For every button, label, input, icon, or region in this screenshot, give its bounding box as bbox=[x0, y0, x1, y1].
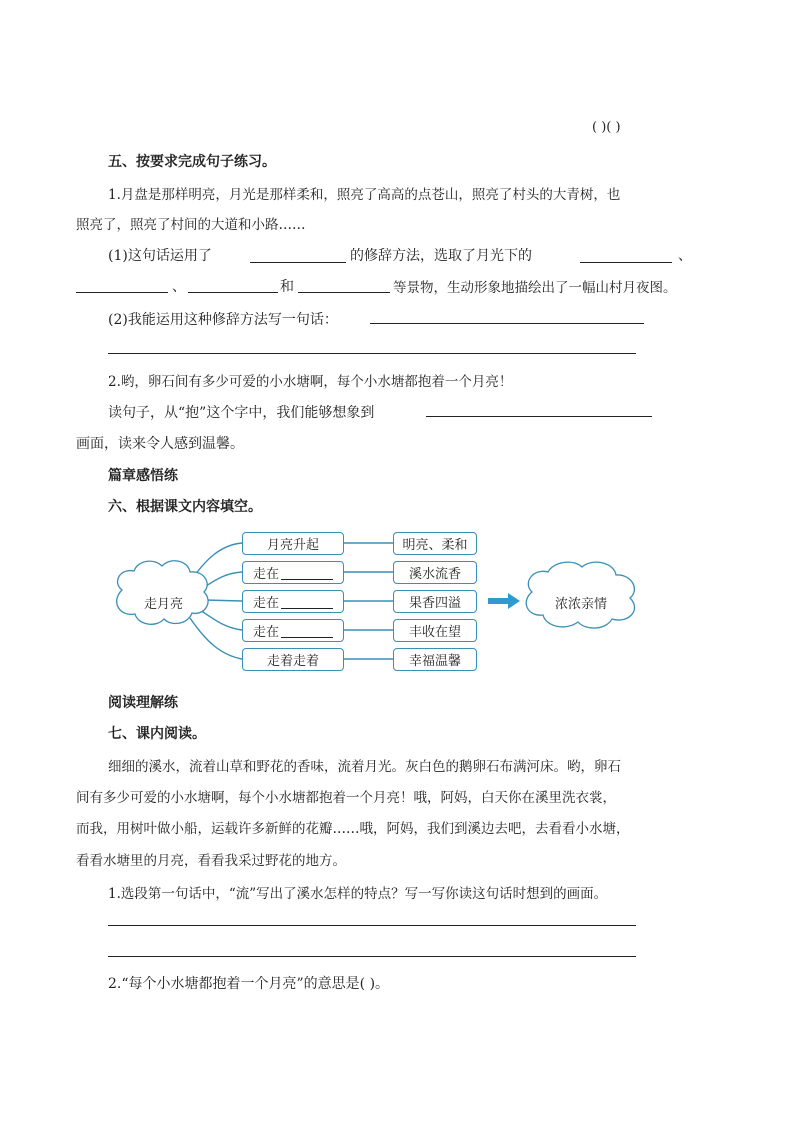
passage-line-3: 而我，用树叶做小船，运载许多新鲜的花瓣……哦，阿妈，我们到溪边去吧，去看看小水塘， bbox=[76, 821, 630, 837]
right-box-1 bbox=[393, 532, 477, 555]
left-box-3 bbox=[242, 590, 344, 613]
left-box-5 bbox=[242, 648, 344, 671]
passage-line-2: 间有多少可爱的小水塘啊，每个小水塘都抱着一个月亮！哦，阿妈，白天你在溪里洗衣裳， bbox=[76, 790, 616, 806]
section7-heading: 七、课内阅读。 bbox=[108, 726, 206, 742]
arrow-icon bbox=[488, 593, 520, 609]
q2-prompt: 读句子，从“抱”这个字中，我们能够想象到 bbox=[108, 405, 375, 421]
reading-q2: 2.“每个小水塘都抱着一个月亮”的意思是( )。 bbox=[108, 976, 390, 992]
q1-a-text1: (1)这句话运用了 bbox=[108, 248, 212, 264]
reading-q1: 1.选段第一句话中，“流”写出了溪水怎样的特点？写一写你读这句话时想到的画面。 bbox=[108, 886, 608, 902]
q1-b-text2: 和 bbox=[280, 279, 294, 295]
blank-answer-line-2[interactable] bbox=[108, 956, 636, 957]
right-box-3 bbox=[393, 590, 477, 613]
left-box-5-label: 走着走着 bbox=[266, 654, 319, 669]
q1-a-text3: 、 bbox=[678, 248, 692, 264]
part-title-comprehension: 篇章感悟练 bbox=[108, 468, 178, 484]
blank-walk-place-3[interactable] bbox=[281, 624, 333, 638]
q2-prompt-end: 画面，读来令人感到温馨。 bbox=[76, 436, 244, 452]
left-box-1-label: 月亮升起 bbox=[266, 538, 319, 553]
left-box-2-label: 走在 bbox=[252, 567, 279, 582]
section6-heading: 六、根据课文内容填空。 bbox=[108, 499, 262, 515]
right-box-3-label: 果香四溢 bbox=[408, 596, 461, 611]
blank-walk-place-1[interactable] bbox=[281, 566, 333, 580]
blank-walk-place-2[interactable] bbox=[281, 595, 333, 609]
part-title-reading: 阅读理解练 bbox=[108, 695, 178, 711]
q1-a-text2: 的修辞方法，选取了月光下的 bbox=[350, 248, 532, 264]
passage-line-4: 看看水塘里的月亮，看看我采过野花的地方。 bbox=[76, 853, 346, 869]
left-box-3-label: 走在 bbox=[252, 596, 279, 611]
section5-heading: 五、按要求完成句子练习。 bbox=[108, 154, 276, 170]
q1-sentence-line2: 照亮了，照亮了村间的大道和小路…… bbox=[76, 217, 306, 233]
q1-b-text1: 、 bbox=[172, 279, 186, 295]
right-box-4-label: 丰收在望 bbox=[408, 625, 461, 640]
right-box-2 bbox=[393, 561, 477, 584]
right-box-5 bbox=[393, 648, 477, 671]
mindmap-result-label: 浓浓亲情 bbox=[555, 597, 608, 612]
q1-sentence-line1: 1.月盘是那样明亮，月光是那样柔和，照亮了高高的点苍山，照亮了村头的大青树，也 bbox=[108, 187, 621, 203]
answer-brackets: ( )( ) bbox=[592, 120, 621, 135]
left-box-4 bbox=[242, 619, 344, 642]
blank-answer-line-1[interactable] bbox=[108, 925, 636, 926]
mindmap-center-label: 走月亮 bbox=[144, 597, 184, 612]
left-box-4-label: 走在 bbox=[252, 625, 279, 640]
right-box-2-label: 溪水流香 bbox=[408, 567, 461, 582]
q1-c-text: (2)我能运用这种修辞方法写一句话： bbox=[108, 312, 338, 328]
left-box-1 bbox=[242, 532, 344, 555]
passage-line-1: 细细的溪水，流着山草和野花的香味，流着月光。灰白色的鹅卵石布满河床。哟，卵石 bbox=[108, 759, 621, 775]
right-box-1-label: 明亮、柔和 bbox=[402, 538, 468, 553]
q1-b-text3: 等景物，生动形象地描绘出了一幅山村月夜图。 bbox=[393, 280, 677, 296]
left-box-2 bbox=[242, 561, 344, 584]
right-box-5-label: 幸福温馨 bbox=[408, 654, 461, 669]
q2-sentence: 2.哟，卵石间有多少可爱的小水塘啊，每个小水塘都抱着一个月亮！ bbox=[108, 374, 513, 390]
right-box-4 bbox=[393, 619, 477, 642]
